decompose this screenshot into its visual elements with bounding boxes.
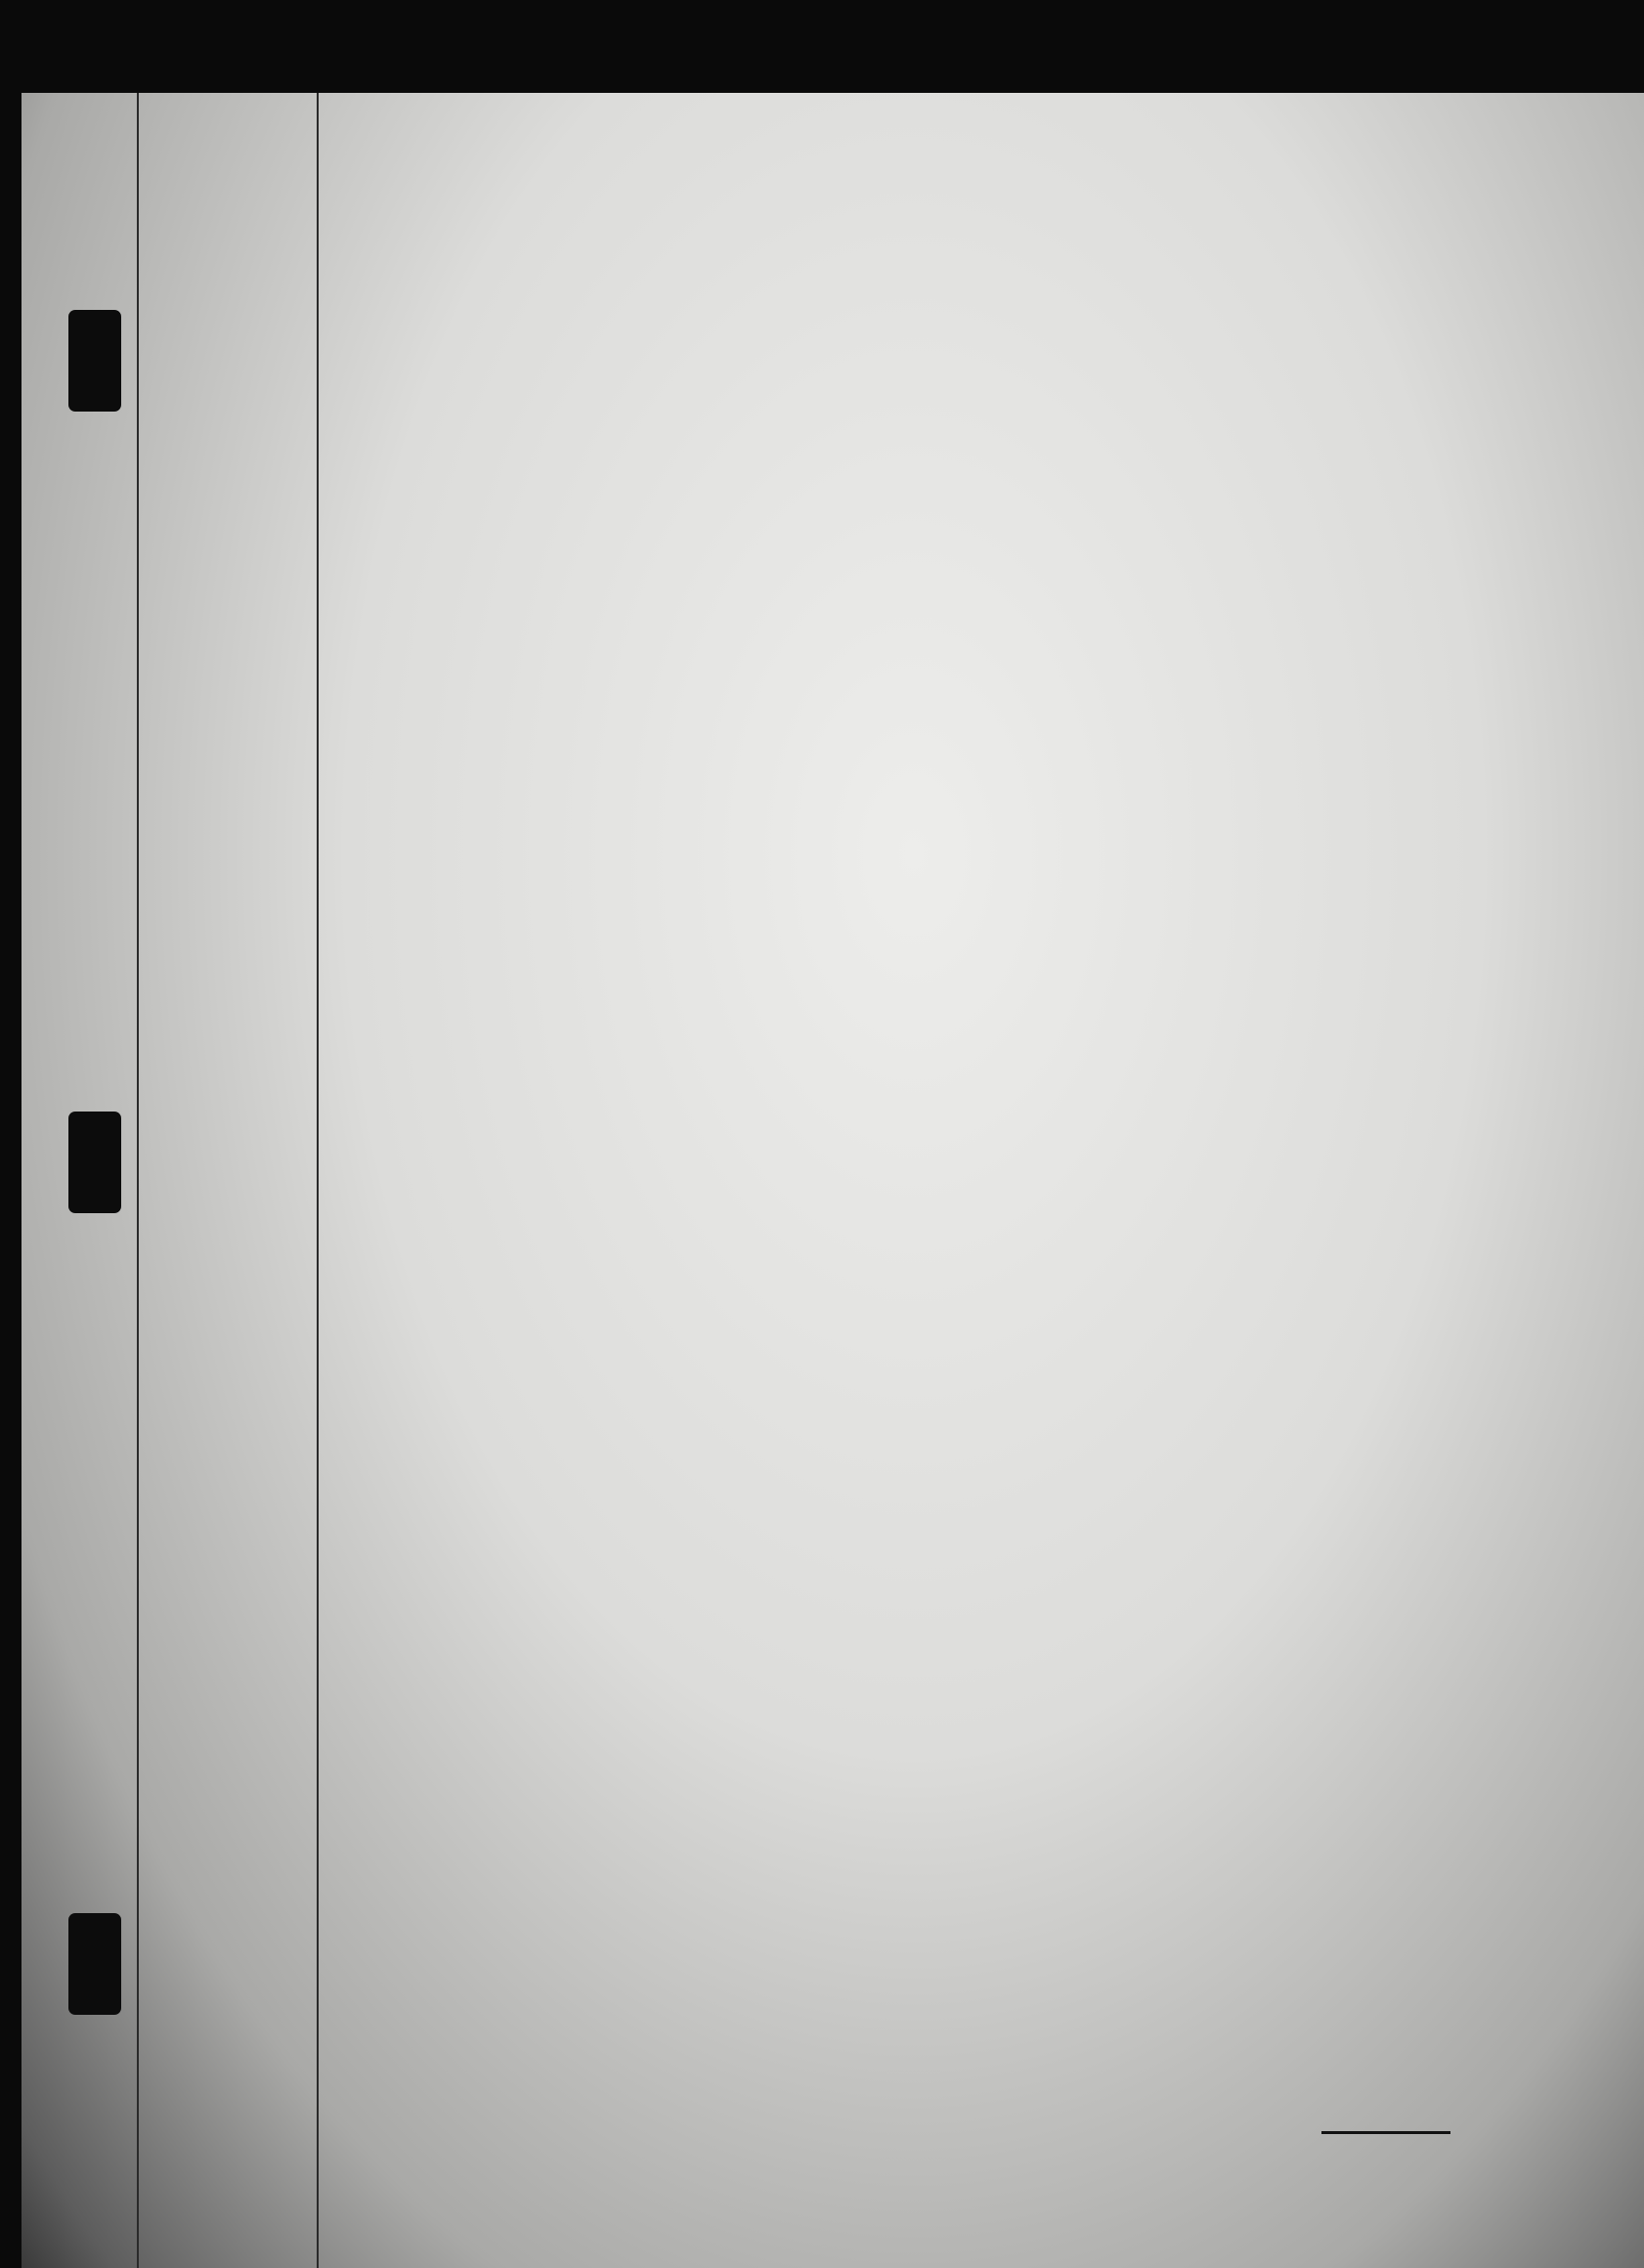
- punch-hole-top: [68, 310, 121, 412]
- punch-hole-bottom: [68, 1913, 121, 2015]
- punch-hole-middle: [68, 1112, 121, 1213]
- margin-rule-left: [137, 93, 139, 2268]
- document-page: [22, 93, 1644, 2268]
- margin-rule-right: [317, 93, 319, 2268]
- total-rule: [1321, 2131, 1450, 2134]
